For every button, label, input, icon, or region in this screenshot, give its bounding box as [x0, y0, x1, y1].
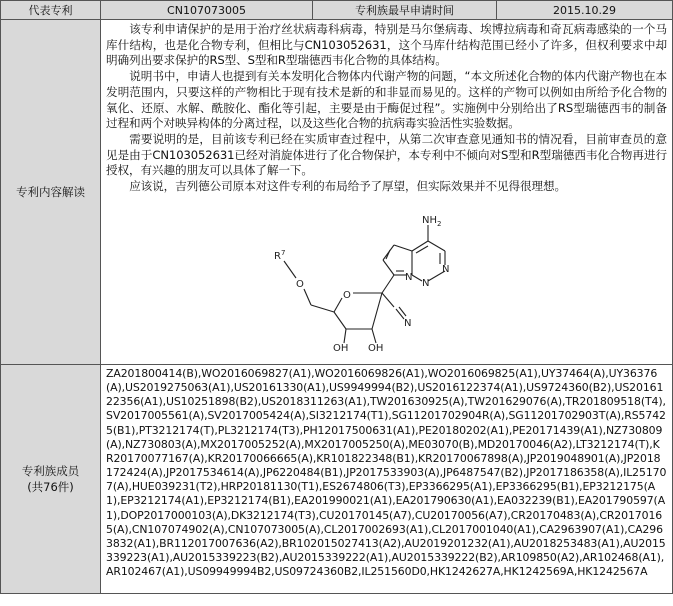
nh2-label: $NH_2$	[422, 214, 442, 228]
content-row	[1, 20, 673, 365]
header-row	[1, 1, 673, 20]
content-paragraph-3: 需要说明的是，目前该专利已经在实质审查过程中，从第二次审查意见通知书的情况看，目前审查员的意见是由于CN103052631已经对消旋体进行了化合物保护，本专利中不倾向对S型和R型瑞德西韦化合物再进行授权，有兴趣的朋友可以具体了解一下。	[106, 131, 667, 178]
ring-n-label-2: N	[422, 277, 430, 289]
family-label-line1: 专利族成员	[21, 464, 80, 478]
rep-patent-label: 代表专利	[1, 1, 101, 20]
family-section-label	[1, 365, 101, 594]
earliest-date-value: 2015.10.29	[497, 1, 673, 20]
ring-n-label-3: N	[405, 271, 413, 283]
family-members-list: ZA201800414(B),WO2016069827(A1),WO2016069826(A1),WO2016069825(A1),UY37464(A),UY36376(A),US2019275063(A1),US20161330(A1),US9949994(B2),US2016122374(A1),US9724360(B2),US2016122356(A1),US10251898(B2),US2018311263(A1),TW201630925(A),TW201629076(A),TR201809518(T4),SV2017005561(A),SV2017005424(A),SI3212174(T1),SG11201702904R(A),SG11201702903T(A),RS57425(B1),PT3212174(T),PL3212174(T3),PH12017500631(A1),PE20180202(A1),PE20171439(A1),NZ730809(A),NZ730803(A),MX2017005252(A),MX2017005250(A),ME03070(B),MD20170046(A2),LT3212174(T),KR20170077167(A),KR20170066665(A),KR101822348(B1),KR20170067898(A),JP2019048901(A),JP2018172424(A),JP2017534614(A),JP6220484(B1),JP2017533903(A),JP6487547(B2),JP2017186358(A),IL251707(A),HUE039231(T2),HRP20181130(T1),ES2674806(T3),EP3366295(A1),EP3366295(B1),EP3212175(A1),EP3212174(A1),EP3212174(B1),EA201990021(A1),EA201790630(A1),EA032239(B1),EA201790597(A1),DOP2017000103(A),DK3212174(T3),CU20170145(A7),CU20170056(A7),CR20170483(A),CR20170165(A),CN107074902(A),CN107073005(A),CL2017002693(A1),CL2017001040(A1),CA2963907(A1),CA2963832(A1),BR112017007636(A2),BR102015027413(A2),AU2019201232(A1),AU2018253483(A1),AU2015339223(A1),AU2015339223(B2),AU2015339222(A1),AU2015339222(B2),AR109850(A2),AR102468(A1),AR102467(A1),US09949994B2,US09724360B2,IL251560D0,HK1242627A,HK1242569A,HK1242567A	[101, 365, 673, 594]
earliest-date-label: 专利族最早申请时间	[313, 1, 497, 20]
ring-oxygen-label: O	[343, 289, 351, 301]
ether-oxygen-label: O	[296, 278, 304, 290]
content-section-body	[101, 20, 673, 365]
content-section-label: 专利内容解读	[1, 20, 101, 365]
family-label-line2: (共76件)	[27, 480, 74, 494]
family-row	[1, 365, 673, 594]
chemical-structure-drawing	[106, 195, 666, 351]
ring-n-label-1: N	[442, 263, 450, 275]
hydroxyl-label-1: OH	[333, 342, 349, 351]
content-paragraph-2: 说明书中，申请人也提到有关本发明化合物体内代谢产物的问题，“本文所述化合物的体内代谢产物也在本发明范围内，只要这样的产物相比于现有技术是新的和非显而易见的。这样的产物可以例如由所给予化合物的氧化、还原、水解、酰胺化、酯化等引起，主要是由于酶促过程”。实施例中分别给出了RS型瑞德西韦的制备过程和两个对映异构体的分离过程，以及这些化合物的抗病毒实验活性实验数据。	[106, 69, 667, 131]
content-paragraph-1: 该专利申请保护的是用于治疗丝状病毒科病毒，特别是马尔堡病毒、埃博拉病毒和奇瓦病毒感染的一个马库什结构，也是化合物专利，但相比与CN103052631，这个马库什结构范围已经小了许多，但权利要求中却明确列出要求保护的RS型、S型和R型瑞德西韦化合物的具体结构。	[106, 22, 667, 68]
hydroxyl-label-2: OH	[368, 342, 384, 351]
nitrile-n-label: N	[404, 317, 412, 329]
r7-label: $R^7$	[274, 248, 286, 262]
rep-patent-number: CN107073005	[101, 1, 313, 20]
chemical-structure	[106, 195, 667, 351]
content-paragraph-4: 应该说，吉列德公司原本对这件专利的布局给予了厚望，但实际效果并不见得很理想。	[129, 179, 566, 194]
